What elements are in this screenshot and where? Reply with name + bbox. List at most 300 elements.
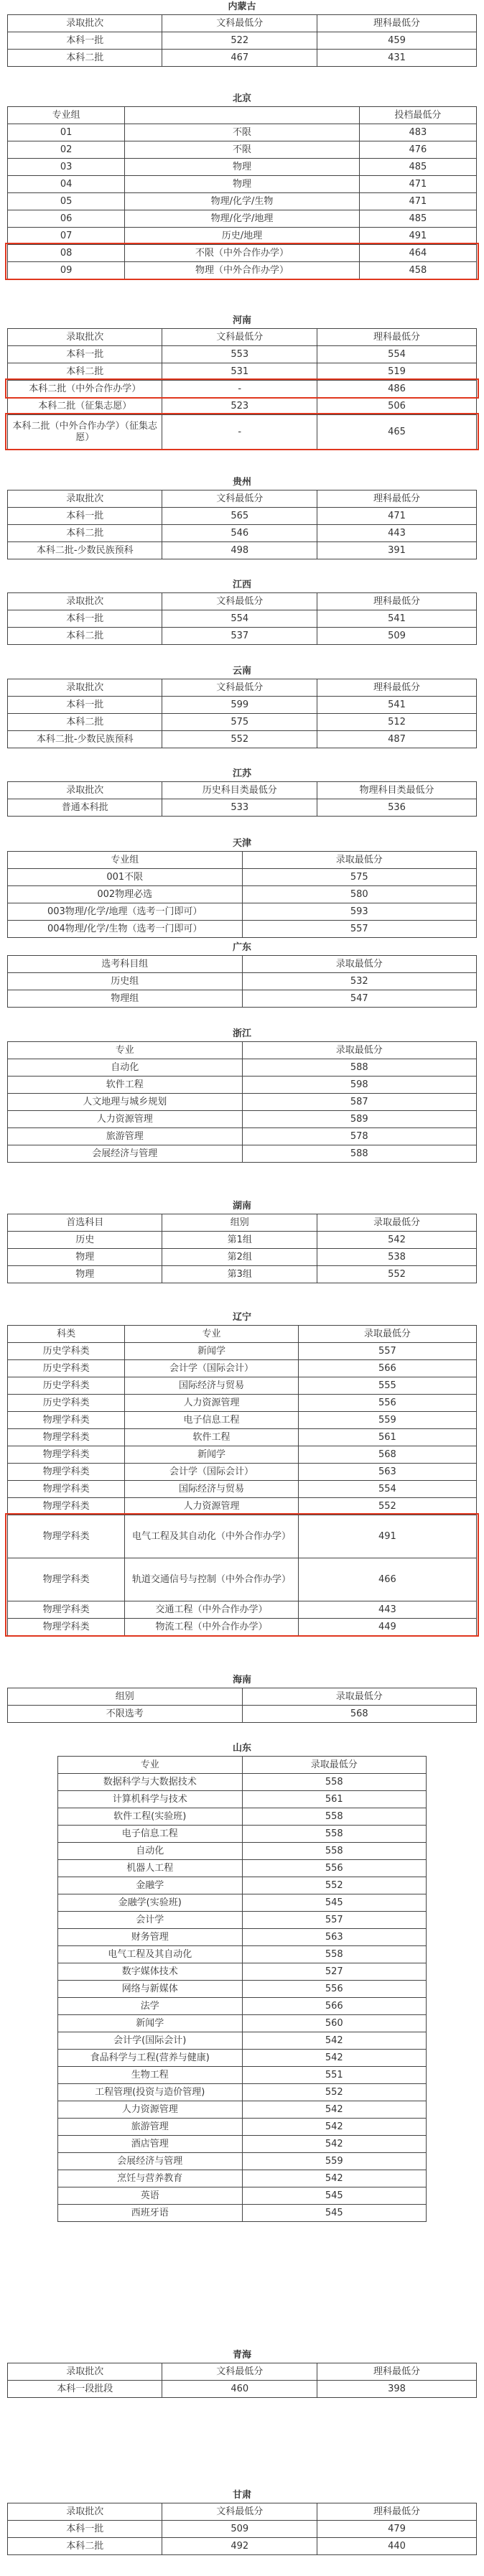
table-row xyxy=(58,1981,427,1998)
table-row xyxy=(58,1998,427,2015)
table-cell: 工程管理(投资与造价管理) xyxy=(58,2084,243,2101)
table-cell: 本科二批 xyxy=(8,714,162,731)
table-cell: 本科二批 xyxy=(8,363,162,381)
score-table xyxy=(7,679,477,748)
header-cell: 物理科目类最低分 xyxy=(317,782,476,799)
table-cell: 531 xyxy=(162,363,317,381)
table-cell: 559 xyxy=(242,2153,427,2170)
header-cell: 录取批次 xyxy=(8,2363,162,2381)
header-cell: 文科最低分 xyxy=(162,15,317,32)
header-cell: 录取最低分 xyxy=(242,1688,477,1706)
table-cell: 491 xyxy=(359,228,476,245)
table-cell: 547 xyxy=(242,990,477,1008)
header-cell: 选考科目组 xyxy=(8,956,243,973)
table-cell: 不限选考 xyxy=(8,1706,243,1723)
table-row xyxy=(8,1706,477,1723)
table-cell: 历史学科类 xyxy=(8,1377,125,1395)
table-row xyxy=(8,610,477,628)
table-row xyxy=(8,193,477,210)
header-cell: 理科最低分 xyxy=(317,15,476,32)
table-cell: 本科二批-少数民族预科 xyxy=(8,542,162,559)
table-cell: 004物理/化学/生物（选考一门即可） xyxy=(8,921,243,938)
table-cell: 568 xyxy=(242,1706,477,1723)
province-title: 天津 xyxy=(232,838,251,849)
header-cell: 文科最低分 xyxy=(162,679,317,697)
table-cell: 523 xyxy=(162,398,317,415)
table-cell: 新闻学 xyxy=(125,1446,299,1464)
province-title: 海南 xyxy=(232,1675,251,1685)
table-cell: 人力资源管理 xyxy=(8,1111,243,1128)
table-row xyxy=(8,1464,477,1481)
table-cell: 历史学科类 xyxy=(8,1343,125,1360)
table-header-row xyxy=(8,782,477,799)
header-cell: 投档最低分 xyxy=(359,107,476,124)
province-section xyxy=(7,2348,477,2398)
table-row xyxy=(8,1601,477,1619)
table-cell: 465 xyxy=(317,415,476,450)
table-cell: 金融学 xyxy=(58,1877,243,1894)
header-cell: 文科最低分 xyxy=(162,490,317,508)
table-row xyxy=(8,973,477,990)
province-section xyxy=(7,1311,477,1636)
province-title: 北京 xyxy=(232,93,251,104)
table-header-row xyxy=(8,1688,477,1706)
score-table xyxy=(7,1325,477,1636)
table-cell: 552 xyxy=(162,731,317,748)
table-cell: 物理学科类 xyxy=(8,1481,125,1498)
table-cell: 国际经济与贸易 xyxy=(125,1377,299,1395)
table-row xyxy=(58,2136,427,2153)
table-cell: 556 xyxy=(242,1860,427,1877)
header-cell: 理科最低分 xyxy=(317,490,476,508)
table-cell: 本科一批 xyxy=(8,508,162,525)
table-cell: 554 xyxy=(317,346,476,363)
table-cell: 食品科学与工程(营养与健康) xyxy=(58,2050,243,2067)
table-cell: 476 xyxy=(359,141,476,159)
table-header-row xyxy=(8,956,477,973)
table-row xyxy=(58,2101,427,2119)
table-cell: 物理 xyxy=(125,159,360,176)
table-cell: 542 xyxy=(242,2032,427,2050)
table-cell: 旅游管理 xyxy=(8,1128,243,1145)
table-cell: 479 xyxy=(317,2521,476,2538)
table-cell: 487 xyxy=(317,731,476,748)
table-cell: 545 xyxy=(242,2205,427,2222)
table-cell: 485 xyxy=(359,210,476,228)
table-cell: 旅游管理 xyxy=(58,2119,243,2136)
table-row xyxy=(8,697,477,714)
table-cell: 588 xyxy=(242,1059,477,1077)
header-cell: 录取批次 xyxy=(8,782,162,799)
table-cell: 589 xyxy=(242,1111,477,1128)
table-cell: 本科一批 xyxy=(8,610,162,628)
table-header-row xyxy=(58,1757,427,1774)
table-cell: 物理学科类 xyxy=(8,1558,125,1601)
table-row xyxy=(58,2153,427,2170)
table-cell: 02 xyxy=(8,141,125,159)
province-title: 江苏 xyxy=(232,768,251,779)
header-cell: 录取批次 xyxy=(8,490,162,508)
header-cell: 录取最低分 xyxy=(242,956,477,973)
table-row xyxy=(58,2015,427,2032)
table-cell: 553 xyxy=(162,346,317,363)
table-cell: 542 xyxy=(242,2170,427,2187)
table-cell: 历史/地理 xyxy=(125,228,360,245)
score-table xyxy=(7,490,477,559)
score-table xyxy=(7,106,477,279)
table-cell: 人力资源管理 xyxy=(125,1498,299,1515)
table-cell: 391 xyxy=(317,542,476,559)
table-cell: 电气工程及其自动化 xyxy=(58,1946,243,1963)
table-cell: 第2组 xyxy=(162,1249,317,1266)
table-cell: 471 xyxy=(359,176,476,193)
table-cell: 522 xyxy=(162,32,317,50)
header-cell: 专业 xyxy=(8,1042,243,1059)
table-row xyxy=(8,1619,477,1636)
table-cell: 464 xyxy=(359,245,476,262)
table-cell: 物理 xyxy=(8,1249,162,1266)
table-cell: 443 xyxy=(317,525,476,542)
table-cell: 会展经济与管理 xyxy=(58,2153,243,2170)
header-cell: 录取最低分 xyxy=(242,1042,477,1059)
header-cell: 专业 xyxy=(125,1326,299,1343)
province-title: 浙江 xyxy=(232,1028,251,1039)
table-row xyxy=(8,921,477,938)
table-row xyxy=(58,2084,427,2101)
table-row xyxy=(8,1429,477,1446)
table-cell: 483 xyxy=(359,124,476,141)
table-row xyxy=(8,990,477,1008)
table-cell: 563 xyxy=(298,1464,476,1481)
table-cell: 物理组 xyxy=(8,990,243,1008)
table-cell: 计算机科学与技术 xyxy=(58,1791,243,1808)
table-cell: 566 xyxy=(298,1360,476,1377)
table-row xyxy=(8,2538,477,2555)
table-cell: 598 xyxy=(242,1077,477,1094)
score-table xyxy=(7,592,477,645)
table-cell: 587 xyxy=(242,1094,477,1111)
table-cell: 486 xyxy=(317,381,476,398)
province-title: 河南 xyxy=(232,315,251,326)
header-cell xyxy=(125,107,360,124)
table-row xyxy=(8,903,477,921)
table-row xyxy=(8,1377,477,1395)
table-cell: 458 xyxy=(359,262,476,279)
table-cell: 551 xyxy=(242,2067,427,2084)
table-cell: 本科二批（中外合作办学）（征集志愿） xyxy=(8,415,162,450)
table-cell: 网络与新媒体 xyxy=(58,1981,243,1998)
header-cell: 历史科目类最低分 xyxy=(162,782,317,799)
table-cell: 485 xyxy=(359,159,476,176)
table-header-row xyxy=(8,1326,477,1343)
table-cell: 自动化 xyxy=(8,1059,243,1077)
table-cell: 542 xyxy=(242,2119,427,2136)
table-row xyxy=(58,1963,427,1981)
table-cell: 物理学科类 xyxy=(8,1412,125,1429)
table-cell: 556 xyxy=(298,1395,476,1412)
table-row xyxy=(8,1515,477,1558)
table-row xyxy=(8,799,477,817)
table-cell: 554 xyxy=(162,610,317,628)
table-row xyxy=(58,2050,427,2067)
table-header-row xyxy=(8,2503,477,2521)
table-cell: 机器人工程 xyxy=(58,1860,243,1877)
table-cell: 536 xyxy=(317,799,476,817)
table-row xyxy=(8,381,477,398)
table-cell: 新闻学 xyxy=(58,2015,243,2032)
table-cell: 物理（中外合作办学） xyxy=(125,262,360,279)
table-cell: 492 xyxy=(162,2538,317,2555)
header-cell: 文科最低分 xyxy=(162,593,317,610)
table-cell: 491 xyxy=(298,1515,476,1558)
table-cell: 04 xyxy=(8,176,125,193)
table-cell: 财务管理 xyxy=(58,1929,243,1946)
table-cell: 会计学(国际会计) xyxy=(58,2032,243,2050)
table-cell: 558 xyxy=(242,1808,427,1826)
table-cell: 509 xyxy=(317,628,476,645)
province-title: 甘肃 xyxy=(232,2490,251,2501)
table-row xyxy=(8,1395,477,1412)
table-row xyxy=(58,1843,427,1860)
score-table xyxy=(7,851,477,938)
table-cell: 002物理必选 xyxy=(8,886,243,903)
table-header-row xyxy=(8,490,477,508)
header-cell: 录取批次 xyxy=(8,2503,162,2521)
province-section xyxy=(7,0,477,67)
table-row xyxy=(8,714,477,731)
table-row xyxy=(8,262,477,279)
table-row xyxy=(8,2381,477,2398)
table-cell: 557 xyxy=(242,1912,427,1929)
table-row xyxy=(58,2205,427,2222)
table-cell: - xyxy=(162,381,317,398)
table-cell: 552 xyxy=(298,1498,476,1515)
table-cell: 558 xyxy=(242,1774,427,1791)
table-cell: 第1组 xyxy=(162,1232,317,1249)
table-cell: 物理学科类 xyxy=(8,1619,125,1636)
table-cell: 498 xyxy=(162,542,317,559)
province-section xyxy=(7,314,477,450)
table-row xyxy=(8,1558,477,1601)
table-cell: - xyxy=(162,415,317,450)
table-row xyxy=(8,124,477,141)
table-cell: 交通工程（中外合作办学） xyxy=(125,1601,299,1619)
province-section xyxy=(7,1673,477,1723)
table-cell: 轨道交通信号与控制（中外合作办学） xyxy=(125,1558,299,1601)
table-cell: 580 xyxy=(242,886,477,903)
score-table xyxy=(7,781,477,817)
table-row xyxy=(8,1094,477,1111)
table-cell: 普通本科批 xyxy=(8,799,162,817)
table-cell: 软件工程 xyxy=(125,1429,299,1446)
table-cell: 会计学（国际会计） xyxy=(125,1464,299,1481)
table-cell: 历史 xyxy=(8,1232,162,1249)
table-cell: 554 xyxy=(298,1481,476,1498)
table-header-row xyxy=(8,2363,477,2381)
table-cell: 568 xyxy=(298,1446,476,1464)
score-table xyxy=(7,1214,477,1283)
table-cell: 自动化 xyxy=(58,1843,243,1860)
table-row xyxy=(8,346,477,363)
table-cell: 01 xyxy=(8,124,125,141)
table-cell: 物理 xyxy=(8,1266,162,1283)
table-cell: 467 xyxy=(162,50,317,67)
table-cell: 538 xyxy=(317,1249,476,1266)
table-header-row xyxy=(8,329,477,346)
header-cell: 专业组 xyxy=(8,852,243,869)
table-row xyxy=(8,1232,477,1249)
table-header-row xyxy=(8,593,477,610)
table-row xyxy=(8,32,477,50)
province-title: 辽宁 xyxy=(232,1312,251,1323)
table-row xyxy=(8,1498,477,1515)
table-cell: 471 xyxy=(359,193,476,210)
header-cell: 录取批次 xyxy=(8,679,162,697)
table-row xyxy=(8,628,477,645)
header-cell: 文科最低分 xyxy=(162,329,317,346)
table-cell: 数字媒体技术 xyxy=(58,1963,243,1981)
table-row xyxy=(8,50,477,67)
table-row xyxy=(58,1929,427,1946)
table-row xyxy=(8,1145,477,1163)
province-section xyxy=(7,92,477,279)
table-cell: 542 xyxy=(242,2101,427,2119)
table-cell: 06 xyxy=(8,210,125,228)
table-row xyxy=(8,176,477,193)
table-cell: 466 xyxy=(298,1558,476,1601)
table-row xyxy=(58,2187,427,2205)
province-title: 湖南 xyxy=(232,1201,251,1212)
table-cell: 449 xyxy=(298,1619,476,1636)
table-row xyxy=(58,1826,427,1843)
table-cell: 软件工程(实验班) xyxy=(58,1808,243,1826)
province-section xyxy=(7,1199,477,1283)
table-cell: 563 xyxy=(242,1929,427,1946)
table-cell: 英语 xyxy=(58,2187,243,2205)
header-cell: 首选科目 xyxy=(8,1214,162,1232)
table-cell: 物理 xyxy=(125,176,360,193)
table-cell: 545 xyxy=(242,2187,427,2205)
table-row xyxy=(8,159,477,176)
table-cell: 542 xyxy=(242,2136,427,2153)
table-row xyxy=(8,869,477,886)
table-row xyxy=(58,2119,427,2136)
table-row xyxy=(8,1446,477,1464)
table-cell: 物理学科类 xyxy=(8,1601,125,1619)
table-cell: 05 xyxy=(8,193,125,210)
table-row xyxy=(58,1946,427,1963)
province-section xyxy=(7,941,477,1008)
table-row xyxy=(8,731,477,748)
table-cell: 558 xyxy=(242,1843,427,1860)
score-table xyxy=(7,14,477,67)
header-cell: 录取批次 xyxy=(8,15,162,32)
header-cell: 理科最低分 xyxy=(317,329,476,346)
table-cell: 本科二批（征集志愿） xyxy=(8,398,162,415)
score-table xyxy=(7,2503,477,2555)
table-cell: 电气工程及其自动化（中外合作办学） xyxy=(125,1515,299,1558)
table-cell: 09 xyxy=(8,262,125,279)
table-cell: 471 xyxy=(317,508,476,525)
province-title: 青海 xyxy=(232,2350,251,2361)
table-cell: 本科一批 xyxy=(8,346,162,363)
province-section xyxy=(7,475,477,559)
table-cell: 561 xyxy=(242,1791,427,1808)
table-cell: 459 xyxy=(317,32,476,50)
table-cell: 537 xyxy=(162,628,317,645)
table-cell: 599 xyxy=(162,697,317,714)
table-row xyxy=(8,1481,477,1498)
table-cell: 558 xyxy=(242,1946,427,1963)
table-cell: 541 xyxy=(317,610,476,628)
table-row xyxy=(58,1791,427,1808)
province-section xyxy=(7,1742,477,2222)
province-title: 山东 xyxy=(232,1743,251,1754)
table-cell: 575 xyxy=(162,714,317,731)
table-cell: 561 xyxy=(298,1429,476,1446)
table-cell: 物理/化学/生物 xyxy=(125,193,360,210)
table-cell: 西班牙语 xyxy=(58,2205,243,2222)
header-cell: 录取最低分 xyxy=(242,852,477,869)
table-cell: 460 xyxy=(162,2381,317,2398)
province-section xyxy=(7,1027,477,1163)
header-cell: 录取最低分 xyxy=(298,1326,476,1343)
province-section xyxy=(7,2488,477,2555)
table-cell: 557 xyxy=(298,1343,476,1360)
province-section xyxy=(7,767,477,817)
table-cell: 第3组 xyxy=(162,1266,317,1283)
table-cell: 03 xyxy=(8,159,125,176)
table-cell: 本科一段批段 xyxy=(8,2381,162,2398)
table-cell: 555 xyxy=(298,1377,476,1395)
table-header-row xyxy=(8,107,477,124)
table-row xyxy=(8,886,477,903)
table-cell: 506 xyxy=(317,398,476,415)
table-cell: 552 xyxy=(317,1266,476,1283)
table-cell: 07 xyxy=(8,228,125,245)
province-title: 广东 xyxy=(232,942,251,953)
table-row xyxy=(8,1266,477,1283)
table-cell: 509 xyxy=(162,2521,317,2538)
table-cell: 443 xyxy=(298,1601,476,1619)
table-cell: 519 xyxy=(317,363,476,381)
table-cell: 560 xyxy=(242,2015,427,2032)
table-cell: 431 xyxy=(317,50,476,67)
table-row xyxy=(58,1912,427,1929)
table-cell: 575 xyxy=(242,869,477,886)
table-cell: 历史学科类 xyxy=(8,1360,125,1377)
table-cell: 不限（中外合作办学） xyxy=(125,245,360,262)
table-header-row xyxy=(8,679,477,697)
table-cell: 542 xyxy=(242,2050,427,2067)
table-cell: 法学 xyxy=(58,1998,243,2015)
table-cell: 电子信息工程 xyxy=(58,1826,243,1843)
table-cell: 物理学科类 xyxy=(8,1446,125,1464)
table-row xyxy=(58,1860,427,1877)
table-cell: 软件工程 xyxy=(8,1077,243,1094)
table-cell: 565 xyxy=(162,508,317,525)
header-cell: 文科最低分 xyxy=(162,2363,317,2381)
score-table xyxy=(7,955,477,1008)
score-table xyxy=(7,1688,477,1723)
table-row xyxy=(8,525,477,542)
province-title: 贵州 xyxy=(232,477,251,488)
table-cell: 533 xyxy=(162,799,317,817)
table-cell: 会计学（国际会计） xyxy=(125,1360,299,1377)
table-cell: 001不限 xyxy=(8,869,243,886)
table-cell: 003物理/化学/地理（选考一门即可） xyxy=(8,903,243,921)
table-row xyxy=(8,508,477,525)
